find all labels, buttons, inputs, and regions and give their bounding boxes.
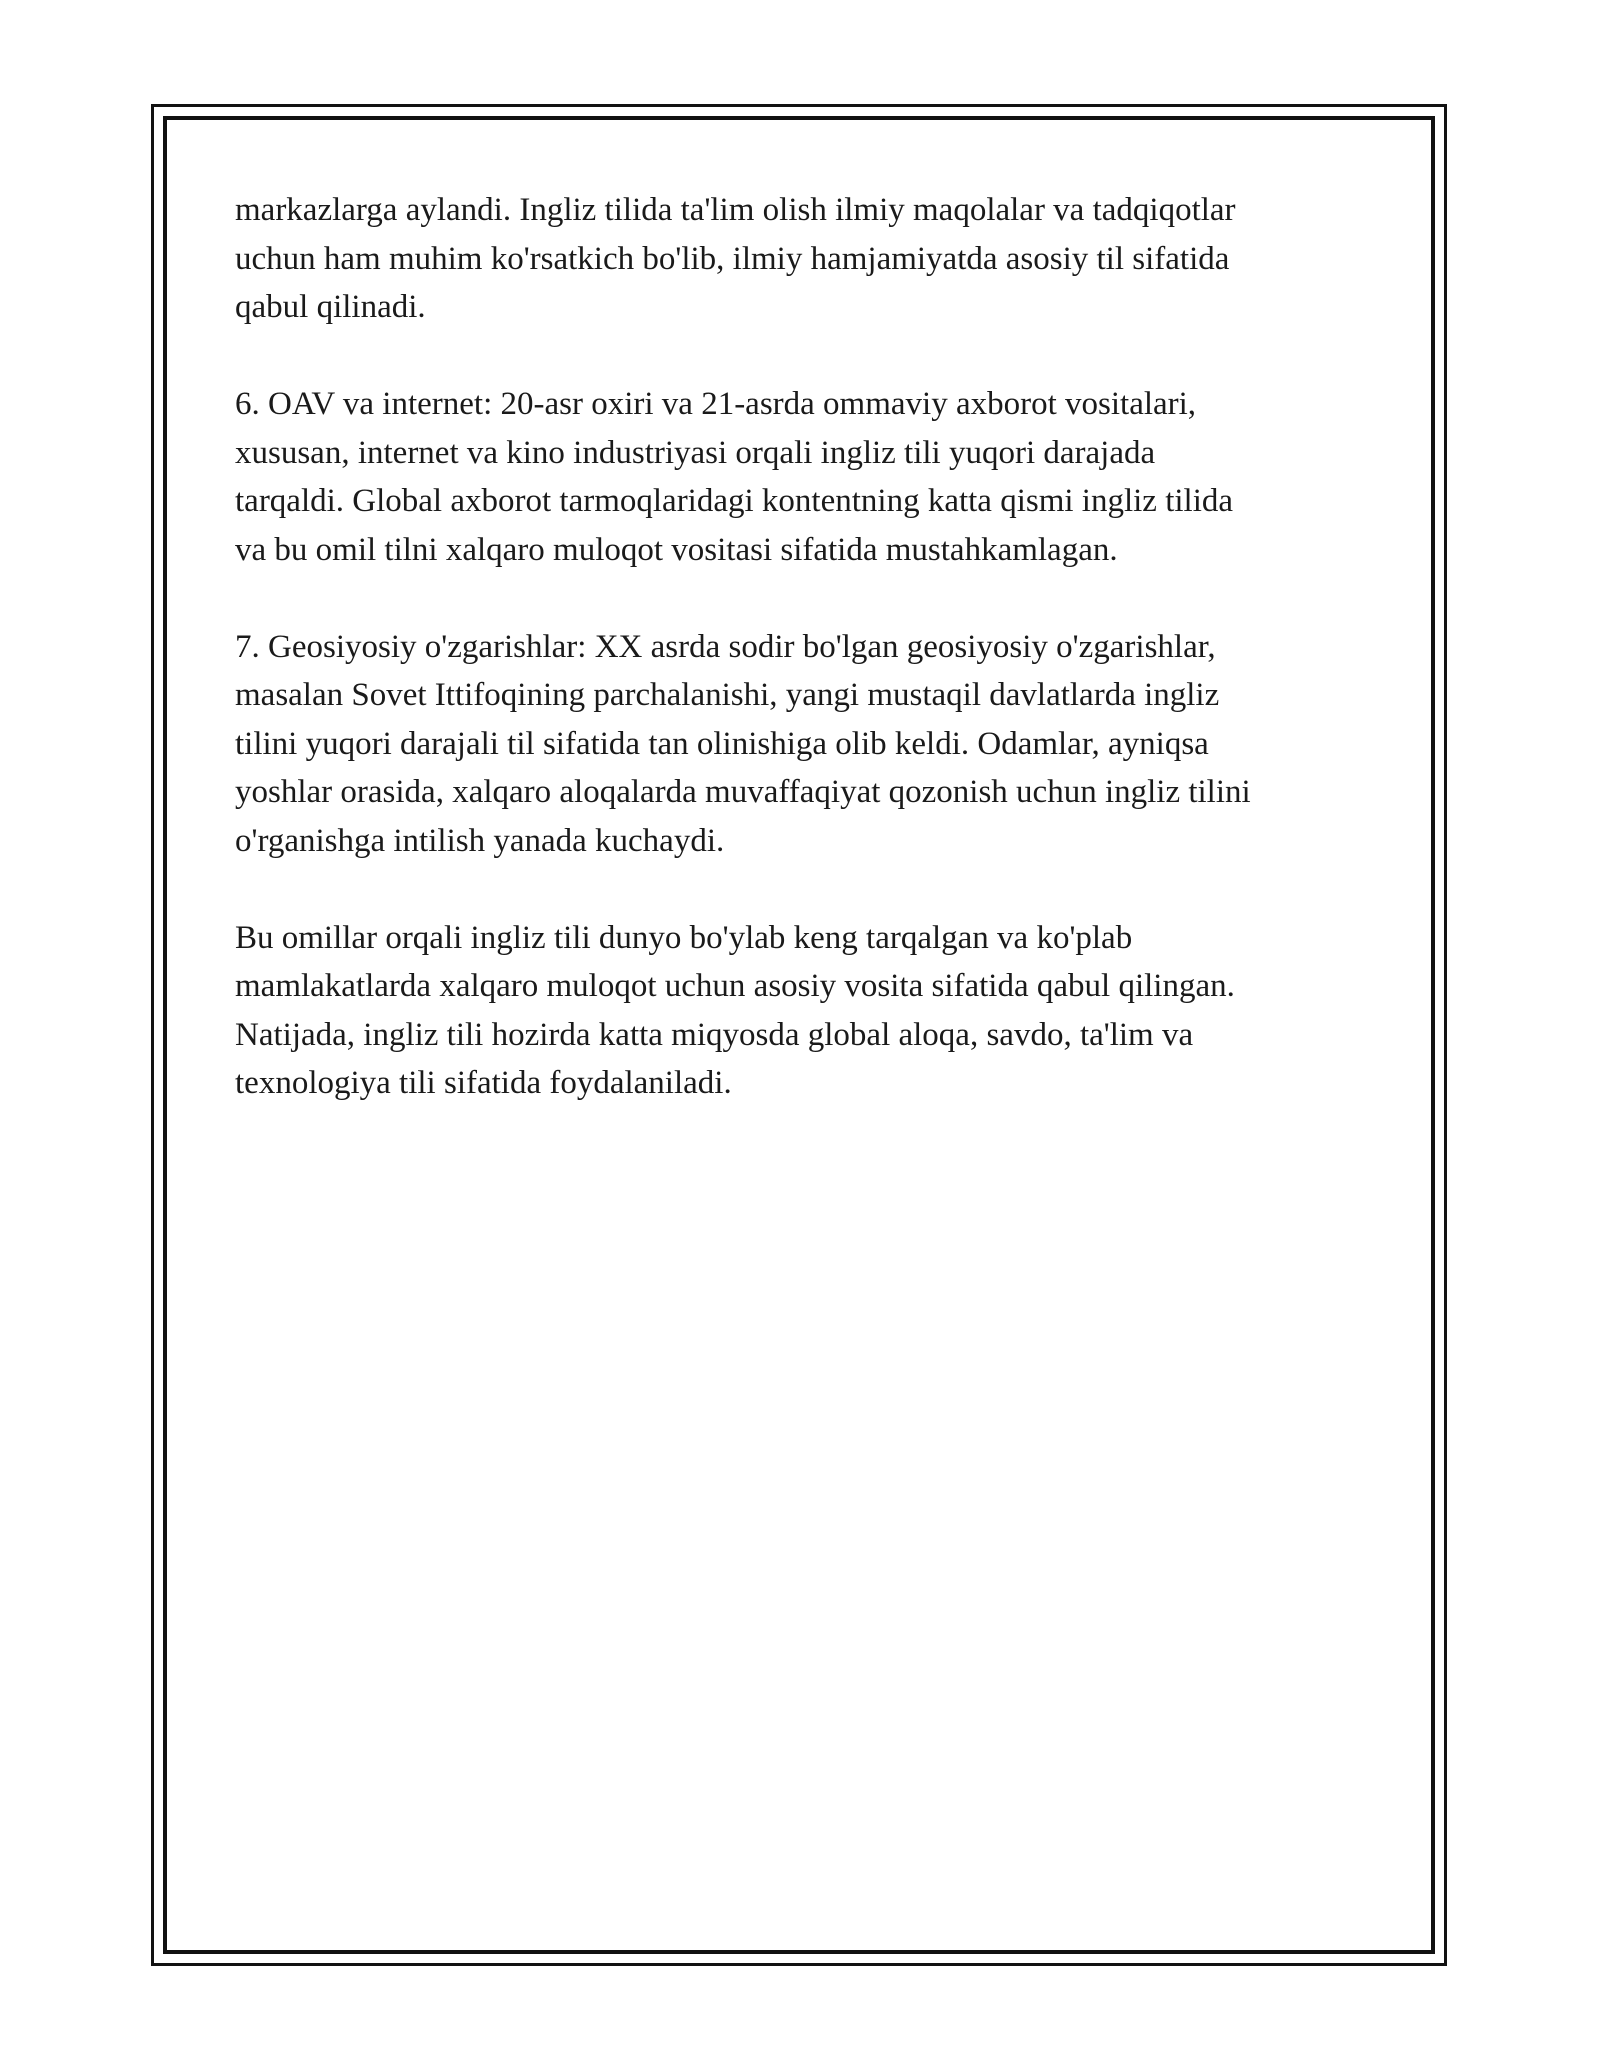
text-line: 6. OAV va internet: 20-asr oxiri va 21-asrda ommaviy axborot vositalari, (235, 386, 1197, 422)
text-line: yoshlar orasida, xalqaro aloqalarda muvaffaqiyat qozonish uchun ingliz tilini (235, 774, 1251, 810)
text-line: mamlakatlarda xalqaro muloqot uchun asosiy vosita sifatida qabul qilingan. (235, 968, 1235, 1004)
paragraph-conclusion (235, 914, 1385, 1108)
text-line: xususan, internet va kino industriyasi orqali ingliz tili yuqori darajada (235, 434, 1156, 471)
document-body (235, 186, 1385, 1156)
text-line: tarqaldi. Global axborot tarmoqlaridagi kontentning katta qismi ingliz tilida (235, 483, 1234, 519)
text-line: texnologiya tili sifatida foydalaniladi. (235, 1065, 732, 1101)
text-line: Bu omillar orqali ingliz tili dunyo bo'ylab keng tarqalgan va ko'plab (235, 919, 1133, 956)
text-line: 7. Geosiyosiy o'zgarishlar: XX asrda sodir bo'lgan geosiyosiy o'zgarishlar, (235, 628, 1216, 665)
text-line: markazlarga aylandi. Ingliz tilida ta'lim olish ilmiy maqolalar va tadqiqotlar (235, 192, 1236, 228)
text-line: Natijada, ingliz tili hozirda katta miqyosda global aloqa, savdo, ta'lim va (235, 1016, 1194, 1053)
paragraph-geopolitics (235, 623, 1385, 866)
text-line: qabul qilinadi. (235, 289, 426, 325)
paragraph-continuation (235, 186, 1385, 332)
text-line: o'rganishga intilish yanada kuchaydi. (235, 822, 725, 859)
text-line: tilini yuqori darajali til sifatida tan olinishiga olib keldi. Odamlar, ayniqsa (235, 725, 1209, 762)
text-line: va bu omil tilni xalqaro muloqot vositasi sifatida mustahkamlagan. (235, 531, 1118, 568)
text-line: uchun ham muhim ko'rsatkich bo'lib, ilmiy hamjamiyatda asosiy til sifatida (235, 240, 1230, 277)
text-line: masalan Sovet Ittifoqining parchalanishi, yangi mustaqil davlatlarda ingliz (235, 677, 1220, 713)
paragraph-media-internet (235, 380, 1385, 574)
